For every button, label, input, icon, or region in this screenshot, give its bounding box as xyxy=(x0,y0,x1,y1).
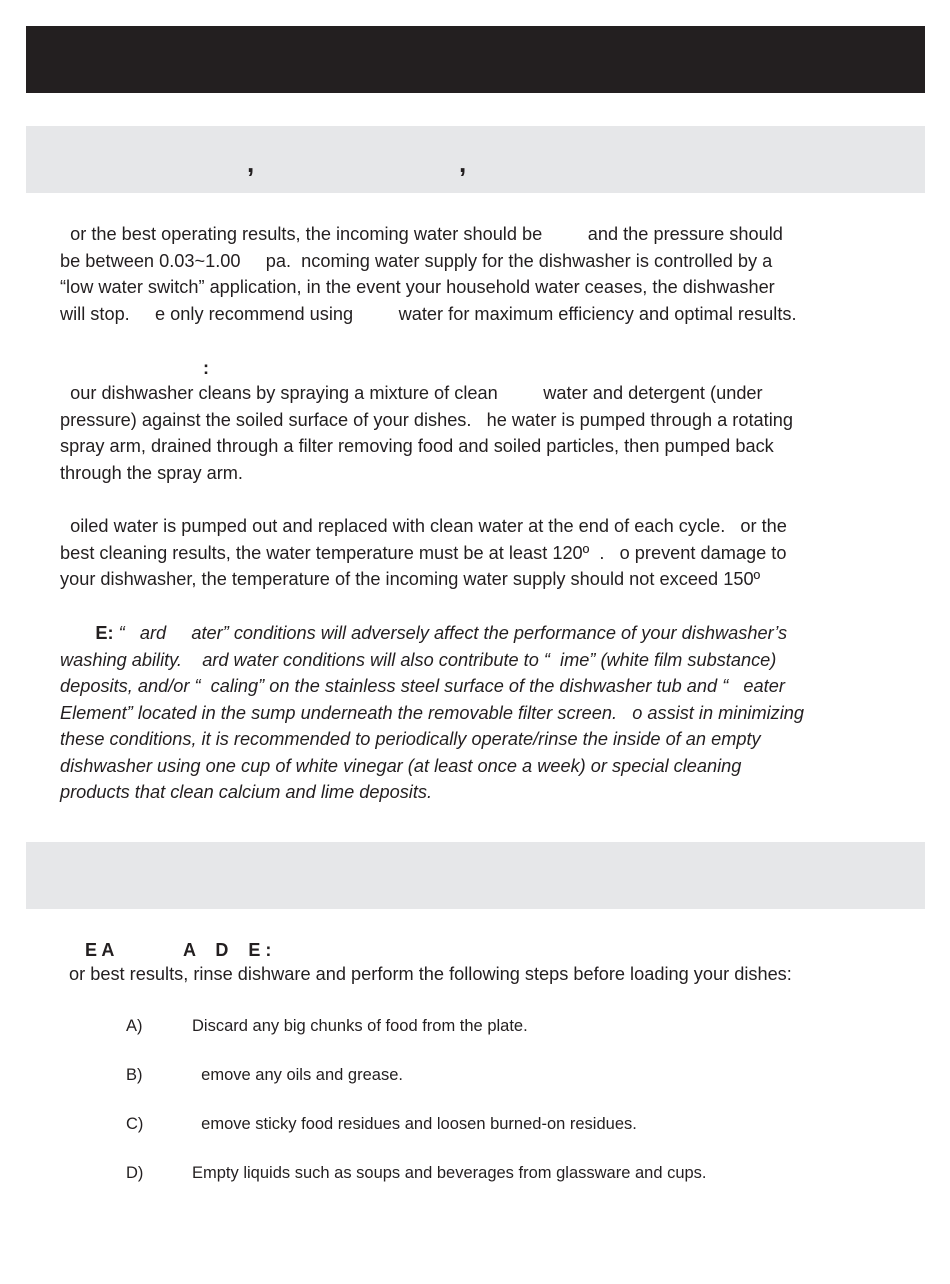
hard-water-note xyxy=(60,620,900,806)
step-letter: D) xyxy=(126,1164,144,1182)
text-line: washing ability. ard water conditions will also contribute to “ ime” (white film substance) xyxy=(60,649,777,670)
step-text: emove any oils and grease. xyxy=(192,1066,403,1084)
how-it-works-heading: : xyxy=(203,358,209,378)
water-supply-paragraph xyxy=(60,221,900,327)
note-label: E: xyxy=(60,623,114,643)
step-text: Empty liquids such as soups and beverages from glassware and cups. xyxy=(192,1164,707,1182)
text-line: Element” located in the sump underneath the removable filter screen. o assist in minimizing xyxy=(60,702,805,723)
prep-step xyxy=(126,1064,403,1086)
text-line: through the spray arm. xyxy=(60,462,243,483)
text-line: these conditions, it is recommended to periodically operate/rinse the inside of an empty xyxy=(60,729,761,749)
water-section-heading-band xyxy=(26,126,925,193)
step-letter: B) xyxy=(126,1066,143,1084)
step-text: emove sticky food residues and loosen burned-on residues. xyxy=(192,1115,637,1133)
text-line: dishwasher using one cup of white vinegar (at least once a week) or special cleaning xyxy=(60,755,742,776)
text-line: products that clean calcium and lime deposits. xyxy=(60,782,433,802)
text-line: “low water switch” application, in the event your household water ceases, the dishwasher xyxy=(60,277,775,297)
loading-section-heading-band xyxy=(26,842,925,909)
text-line: deposits, and/or “ caling” on the stainless steel surface of the dishwasher tub and “ eater xyxy=(60,676,785,696)
prep-step xyxy=(126,1015,528,1037)
text-line: oiled water is pumped out and replaced with clean water at the end of each cycle. or the xyxy=(60,516,787,536)
prepare-intro xyxy=(69,961,909,988)
text-line: or the best operating results, the incoming water should be and the pressure should xyxy=(60,224,783,244)
step-letter: A) xyxy=(126,1017,143,1035)
soiled-water-paragraph xyxy=(60,513,900,593)
how-it-works-paragraph xyxy=(60,380,900,486)
text-line: or best results, rinse dishware and perform the following steps before loading your dishes: xyxy=(69,964,792,984)
text-line: best cleaning results, the water temperature must be at least 120º . o prevent damage to xyxy=(60,542,787,563)
page-header-bar xyxy=(26,26,925,93)
note-first-line-text: “ ard ater” conditions will adversely affect the performance of your dishwasher’s xyxy=(113,623,788,643)
prepare-dishware-heading: E A A D E : xyxy=(85,940,272,960)
heading-comma-1: , xyxy=(247,148,255,178)
prep-step xyxy=(126,1162,707,1184)
text-line: your dishwasher, the temperature of the incoming water supply should not exceed 150º xyxy=(60,569,761,589)
text-line: spray arm, drained through a filter removing food and soiled particles, then pumped back xyxy=(60,436,774,456)
prep-step xyxy=(126,1113,637,1135)
text-line: our dishwasher cleans by spraying a mixture of clean water and detergent (under xyxy=(60,383,763,403)
text-line: will stop. e only recommend using water for maximum efficiency and optimal results. xyxy=(60,303,797,324)
step-letter: C) xyxy=(126,1115,144,1133)
text-line: pressure) against the soiled surface of your dishes. he water is pumped through a rotating xyxy=(60,409,793,430)
text-line: be between 0.03~1.00 pa. ncoming water supply for the dishwasher is controlled by a xyxy=(60,250,773,271)
heading-comma-2: , xyxy=(459,148,467,178)
note-first-line xyxy=(60,620,900,647)
step-text: Discard any big chunks of food from the plate. xyxy=(192,1017,528,1035)
